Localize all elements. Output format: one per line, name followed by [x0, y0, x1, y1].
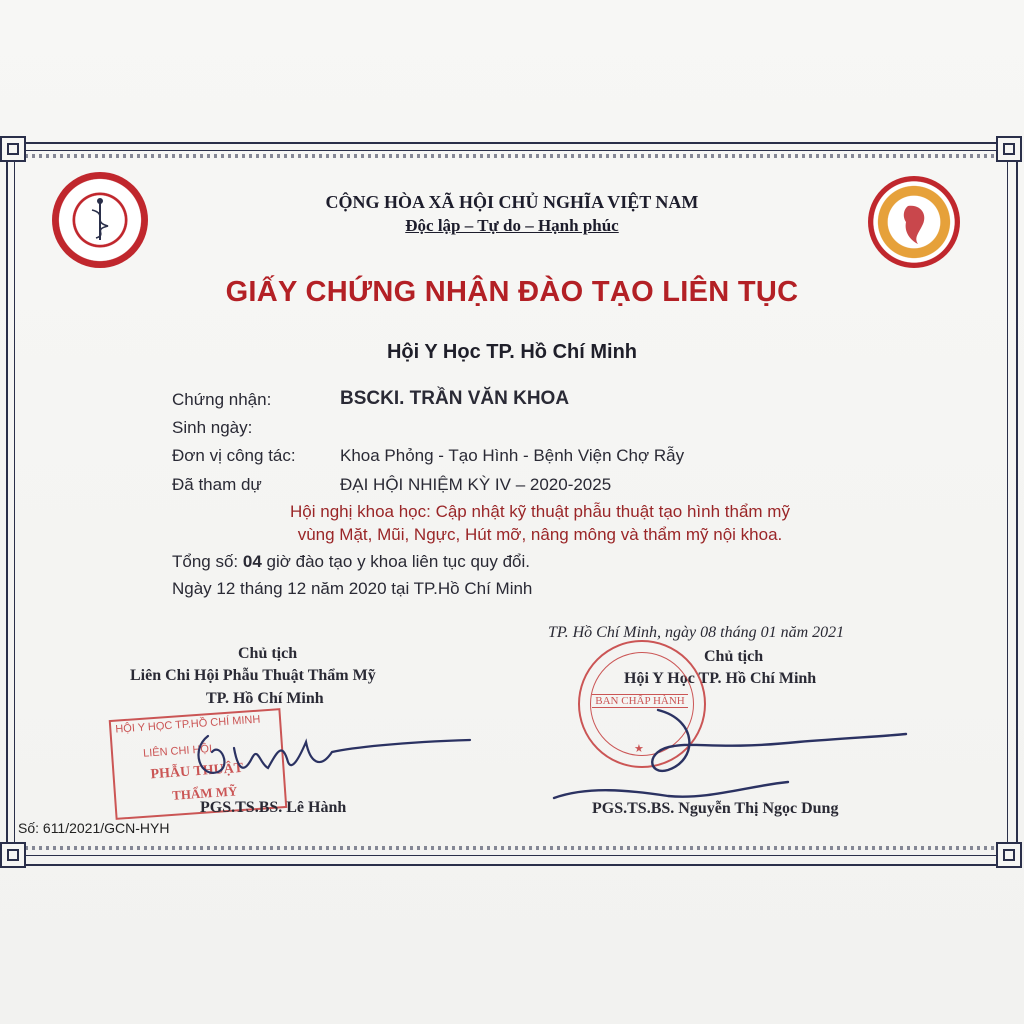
- hours-value: 04: [242, 552, 262, 571]
- conference-line-2: vùng Mặt, Mũi, Ngực, Hút mỡ, nâng mông và thẩm mỹ nội khoa.: [297, 525, 783, 544]
- star-icon: ★: [634, 743, 644, 755]
- stamp-rect-line4: THẨM MỸ: [171, 783, 238, 803]
- corner-ornament-top-right: [996, 136, 1022, 162]
- stamp-rect-line3: PHẪU THUẬT: [150, 760, 244, 783]
- corner-ornament-bottom-right: [996, 842, 1022, 868]
- certificate-title: GIẤY CHỨNG NHẬN ĐÀO TẠO LIÊN TỤC: [225, 276, 799, 308]
- corner-ornament-top-left: [0, 136, 26, 162]
- right-signer-role: Chủ tịch: [704, 648, 764, 665]
- left-signer-name: PGS.TS.BS. Lê Hành: [200, 799, 347, 816]
- total-hours: Tổng số: 04 giờ đào tạo y khoa liên tục quy đổi.: [172, 552, 531, 571]
- right-signer-name: PGS.TS.BS. Nguyễn Thị Ngọc Dung: [592, 800, 839, 817]
- right-signer-org: Hội Y Học TP. Hồ Chí Minh: [624, 670, 817, 687]
- issuing-organization: Hội Y Học TP. Hồ Chí Minh: [386, 341, 638, 363]
- corner-ornament-bottom-left: [0, 842, 26, 868]
- document-number: Số: 611/2021/GCN-HYH: [18, 820, 170, 836]
- border-pattern-top: [18, 154, 1002, 158]
- cert-label: Chứng nhận:: [172, 390, 272, 409]
- stamp-rect-line2: LIÊN CHI HỘI: [142, 742, 213, 760]
- training-date-place: Ngày 12 tháng 12 năm 2020 tại TP.Hồ Chí Minh: [172, 579, 533, 598]
- national-motto: Độc lập – Tự do – Hạnh phúc: [405, 216, 619, 235]
- left-signer-org-line1: Liên Chi Hội Phẫu Thuật Thẩm Mỹ: [130, 667, 376, 684]
- issue-date-place: TP. Hồ Chí Minh, ngày 08 tháng 01 năm 2021: [548, 624, 845, 641]
- right-signature: [548, 690, 918, 810]
- attend-label: Đã tham dự: [172, 475, 262, 494]
- conference-line-1: Hội nghị khoa học: Cập nhật kỹ thuật phẫu thuật tạo hình thẩm mỹ: [290, 502, 790, 521]
- nation-heading: CỘNG HÒA XÃ HỘI CHỦ NGHĨA VIỆT NAM: [325, 192, 699, 212]
- left-signature: [160, 712, 480, 802]
- unit-value: Khoa Phỏng - Tạo Hình - Bệnh Viện Chợ Rẫy: [340, 446, 685, 465]
- border-pattern-bottom: [18, 846, 1002, 850]
- stamp-round-text: BAN CHẤP HÀNH: [592, 694, 688, 708]
- recipient-name: BSCKI. TRẦN VĂN KHOA: [340, 388, 570, 409]
- left-signer-role: Chủ tịch: [238, 645, 298, 662]
- stamp-rect-line1: HỘI Y HỌC TP.HỒ CHÍ MINH: [114, 713, 261, 736]
- left-signer-org-line2: TP. Hồ Chí Minh: [206, 690, 324, 707]
- unit-label: Đơn vị công tác:: [172, 446, 296, 465]
- dob-label: Sinh ngày:: [172, 418, 253, 437]
- attend-value: ĐẠI HỘI NHIỆM KỲ IV – 2020-2025: [340, 475, 612, 494]
